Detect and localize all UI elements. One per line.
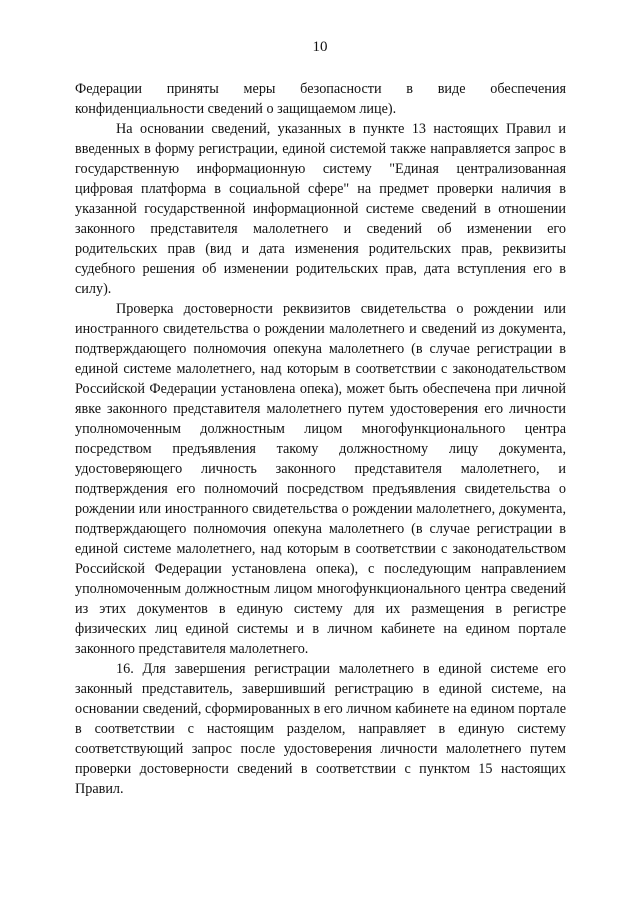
paragraph-verification: Проверка достоверности реквизитов свидетельства о рождении или иностранного свидетельства о рождении малолетнего и сведений из документа, подтверждающего полномочия опекуна малолетнего (в случае регистрации в единой системе малолетнего, над которым в соответствии с законодательством Российской Федерации установлена опека), может быть обеспечена при личной явке законного представителя малолетнего путем удостоверения его личности уполномоченным должностным лицом многофункционального центра посредством предъявления такому должностному лицу документа, удостоверяющего личность законного представителя малолетнего, и подтверждения его полномочий посредством предъявления свидетельства о рождении или иностранного свидетельства о рождении малолетнего, документа, подтверждающего полномочия опекуна малолетнего (в случае регистрации в единой системе малолетнего, над которым в соответствии с законодательством Российской Федерации установлена опека), с последующим направлением уполномоченным должностным лицом многофункционального центра сведений из этих документов в единую систему для их размещения в регистре физических лиц единой системы и в личном кабинете на едином портале законного представителя малолетнего. <box>75 301 566 657</box>
paragraph-request-egisso: На основании сведений, указанных в пункте 13 настоящих Правил и введенных в форму регистрации, единой системой также направляется запрос в государственную информационную систему "Единая централизованная цифровая платформа в социальной сфере" на предмет проверки наличия в указанной государственной информационной системе сведений в отношении законного представителя малолетнего и сведений об изменении его родительских прав (вид и дата изменения родительских прав, реквизиты судебного решения об изменении родительских прав, дата вступления его в силу). <box>75 121 566 297</box>
page-number: 10 <box>312 39 328 55</box>
paragraph-continuation: Федерации приняты меры безопасности в виде обеспечения конфиденциальности сведений о защищаемом лице). <box>75 81 566 117</box>
paragraph-clause-16: 16. Для завершения регистрации малолетнего в единой системе его законный представитель, завершивший регистрацию в единой системе, на основании сведений, сформированных в его личном кабинете на едином портале в соответствии с настоящим разделом, направляет в единую систему соответствующий запрос после удостоверения личности малолетнего путем проверки достоверности сведений в соответствии с пунктом 15 настоящих Правил. <box>75 661 566 797</box>
document-body <box>75 79 566 799</box>
